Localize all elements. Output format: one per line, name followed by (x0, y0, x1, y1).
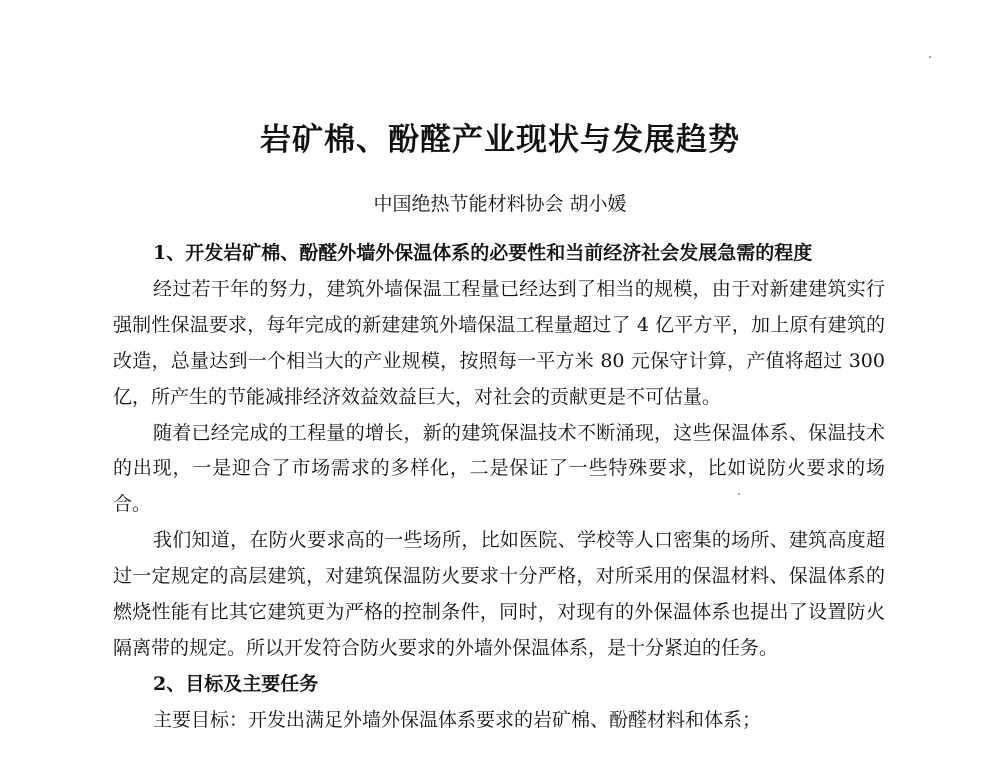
section-1-paragraph-1: 经过若干年的努力，建筑外墙保温工程量已经达到了相当的规模，由于对新建建筑实行强制性保温要求，每年完成的新建建筑外墙保温工程量超过了 4 亿平方平，加上原有建筑的改造，总量达到一个相当大的产业规模，按照每一平方米 80 元保守计算，产值将超过 300 亿，所产生的节能减排经济效益效益巨大，对社会的贡献更是不可估量。 (113, 277, 885, 408)
scan-speck (738, 493, 740, 495)
document-author: 中国绝热节能材料协会 胡小媛 (373, 193, 627, 215)
section-2-heading: 2、目标及主要任务 (153, 672, 319, 695)
section-1-heading: 1、开发岩矿棉、酚醛外墙外保温体系的必要性和当前经济社会发展急需的程度 (153, 242, 813, 264)
document-title: 岩矿棉、酚醛产业现状与发展趋势 (260, 122, 740, 158)
section-1-paragraph-2: 随着已经完成的工程量的增长，新的建筑保温技术不断涌现，这些保温体系、保温技术的出现，一是迎合了市场需求的多样化，二是保证了一些特殊要求，比如说防火要求的场合。 (113, 421, 885, 516)
section-1-paragraph-3: 我们知道，在防火要求高的一些场所，比如医院、学校等人口密集的场所、建筑高度超过一定规定的高层建筑，对建筑保温防火要求十分严格，对所采用的保温材料、保温体系的燃烧性能有比其它建筑更为严格的控制条件，同时，对现有的外保温体系也提出了设置防火隔离带的规定。所以开发符合防火要求的外墙外保温体系，是十分紧迫的任务。 (113, 529, 885, 659)
section-2-paragraph-1: 主要目标：开发出满足外墙外保温体系要求的岩矿棉、酚醛材料和体系； (153, 708, 762, 731)
scan-speck (929, 56, 931, 58)
document-body (113, 236, 885, 739)
